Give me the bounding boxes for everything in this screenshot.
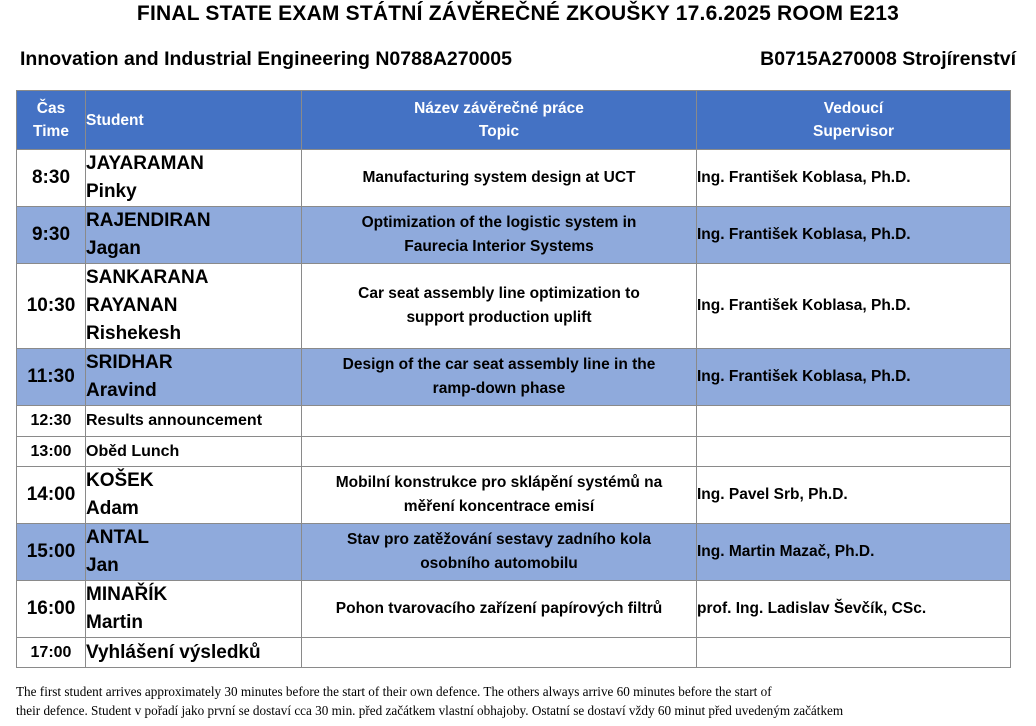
student-cell [86, 581, 302, 638]
student-name-line: ANTAL [86, 527, 149, 548]
time-cell: 14:00 [17, 467, 86, 524]
topic-line: Stav pro zatěžování sestavy zadního kola [346, 531, 652, 548]
student-name-line: Jan [86, 555, 119, 576]
supervisor-cell: Ing. František Koblasa, Ph.D. [697, 207, 1011, 264]
topic-line: měření koncentrace emisí [403, 498, 595, 515]
student-cell [86, 207, 302, 264]
topic-line: Design of the car seat assembly line in the [342, 356, 656, 373]
supervisor-cell [697, 406, 1011, 437]
supervisor-cell: Ing. František Koblasa, Ph.D. [697, 150, 1011, 207]
supervisor-cell: Ing. Pavel Srb, Ph.D. [697, 467, 1011, 524]
footer-note [16, 682, 1016, 720]
table-row [17, 581, 1011, 638]
topic-cell [302, 524, 697, 581]
topic-cell [302, 264, 697, 349]
header-supervisor-en: Supervisor [813, 123, 894, 140]
student-cell [86, 150, 302, 207]
supervisor-cell: prof. Ing. Ladislav Ševčík, CSc. [697, 581, 1011, 638]
student-name-line: Adam [86, 498, 139, 519]
topic-line: Optimization of the logistic system in [361, 214, 637, 231]
student-cell [86, 638, 302, 668]
supervisor-cell [697, 638, 1011, 668]
topic-line: Car seat assembly line optimization to [358, 285, 640, 302]
student-name-line: RAYANAN [86, 295, 178, 316]
supervisor-cell: Ing. Martin Mazač, Ph.D. [697, 524, 1011, 581]
time-cell: 9:30 [17, 207, 86, 264]
topic-cell [302, 349, 697, 406]
header-time-en: Time [33, 123, 69, 140]
student-name-line: Results announcement [86, 412, 263, 429]
student-cell [86, 437, 302, 467]
table-row [17, 467, 1011, 524]
topic-line: Mobilní konstrukce pro sklápění systémů na [335, 474, 663, 491]
time-cell: 11:30 [17, 349, 86, 406]
schedule-table [16, 90, 1011, 668]
table-row [17, 264, 1011, 349]
student-name-line: Pinky [86, 181, 137, 202]
time-cell: 8:30 [17, 150, 86, 207]
student-cell [86, 406, 302, 437]
header-time [17, 91, 86, 150]
page-title: FINAL STATE EXAM STÁTNÍ ZÁVĚREČNÉ ZKOUŠKY 17.6.2025 ROOM E213 [136, 2, 900, 25]
topic-line: Pohon tvarovacího zařízení papírových filtrů [335, 600, 663, 617]
student-name-line: Aravind [86, 380, 157, 401]
program-left: Innovation and Industrial Engineering N0788A270005 [20, 48, 512, 70]
student-name-line: Oběd Lunch [86, 442, 180, 460]
time-cell: 10:30 [17, 264, 86, 349]
time-cell: 16:00 [17, 581, 86, 638]
footer-line: their defence. Student v pořadí jako první se dostaví cca 30 min. před začátkem vlastní obhajoby. Ostatní se dostaví vždy 60 minut před uvedeným začátkem [16, 703, 844, 718]
topic-cell [302, 437, 697, 467]
table-row [17, 524, 1011, 581]
header-topic-en: Topic [478, 123, 520, 140]
table-row [17, 207, 1011, 264]
topic-cell [302, 150, 697, 207]
student-cell [86, 467, 302, 524]
topic-line: Faurecia Interior Systems [404, 238, 594, 255]
supervisor-cell: Ing. František Koblasa, Ph.D. [697, 349, 1011, 406]
topic-cell [302, 467, 697, 524]
table-row [17, 150, 1011, 207]
footer-line: The first student arrives approximately 30 minutes before the start of their own defence. The others always arrive 60 minutes before the start of [16, 684, 772, 699]
table-row [17, 437, 1011, 467]
student-name-line: SRIDHAR [86, 352, 173, 373]
topic-cell [302, 638, 697, 668]
program-right: B0715A270008 Strojírenství [760, 48, 1016, 70]
time-cell: 12:30 [17, 406, 86, 437]
student-cell [86, 524, 302, 581]
student-name-line: KOŠEK [86, 470, 154, 491]
topic-line: support production uplift [406, 309, 592, 326]
student-name-line: Vyhlášení výsledků [86, 641, 261, 663]
header-supervisor [697, 91, 1011, 150]
supervisor-cell [697, 437, 1011, 467]
topic-line: ramp-down phase [432, 380, 566, 397]
student-name-line: SANKARANA [86, 267, 209, 288]
student-name-line: Jagan [86, 238, 141, 259]
student-cell [86, 264, 302, 349]
table-row [17, 406, 1011, 437]
table-row [17, 638, 1011, 668]
student-name-line: Rishekesh [86, 323, 182, 344]
student-name-line: RAJENDIRAN [86, 210, 211, 231]
student-name-line: Martin [86, 612, 143, 633]
time-cell: 15:00 [17, 524, 86, 581]
topic-line: Manufacturing system design at UCT [362, 169, 636, 186]
time-cell: 13:00 [17, 437, 86, 467]
topic-cell [302, 406, 697, 437]
supervisor-cell: Ing. František Koblasa, Ph.D. [697, 264, 1011, 349]
header-topic-cz: Název závěrečné práce [414, 100, 584, 117]
topic-cell [302, 581, 697, 638]
student-name-line: MINAŘÍK [86, 584, 168, 605]
student-cell [86, 349, 302, 406]
header-supervisor-cz: Vedoucí [823, 100, 884, 117]
student-name-line: JAYARAMAN [86, 153, 204, 174]
header-time-cz: Čas [36, 100, 66, 117]
table-header-row [17, 91, 1011, 150]
topic-line: osobního automobilu [420, 555, 578, 572]
table-row [17, 349, 1011, 406]
header-topic [302, 91, 697, 150]
time-cell: 17:00 [17, 638, 86, 668]
topic-cell [302, 207, 697, 264]
header-student: Student [86, 91, 302, 150]
